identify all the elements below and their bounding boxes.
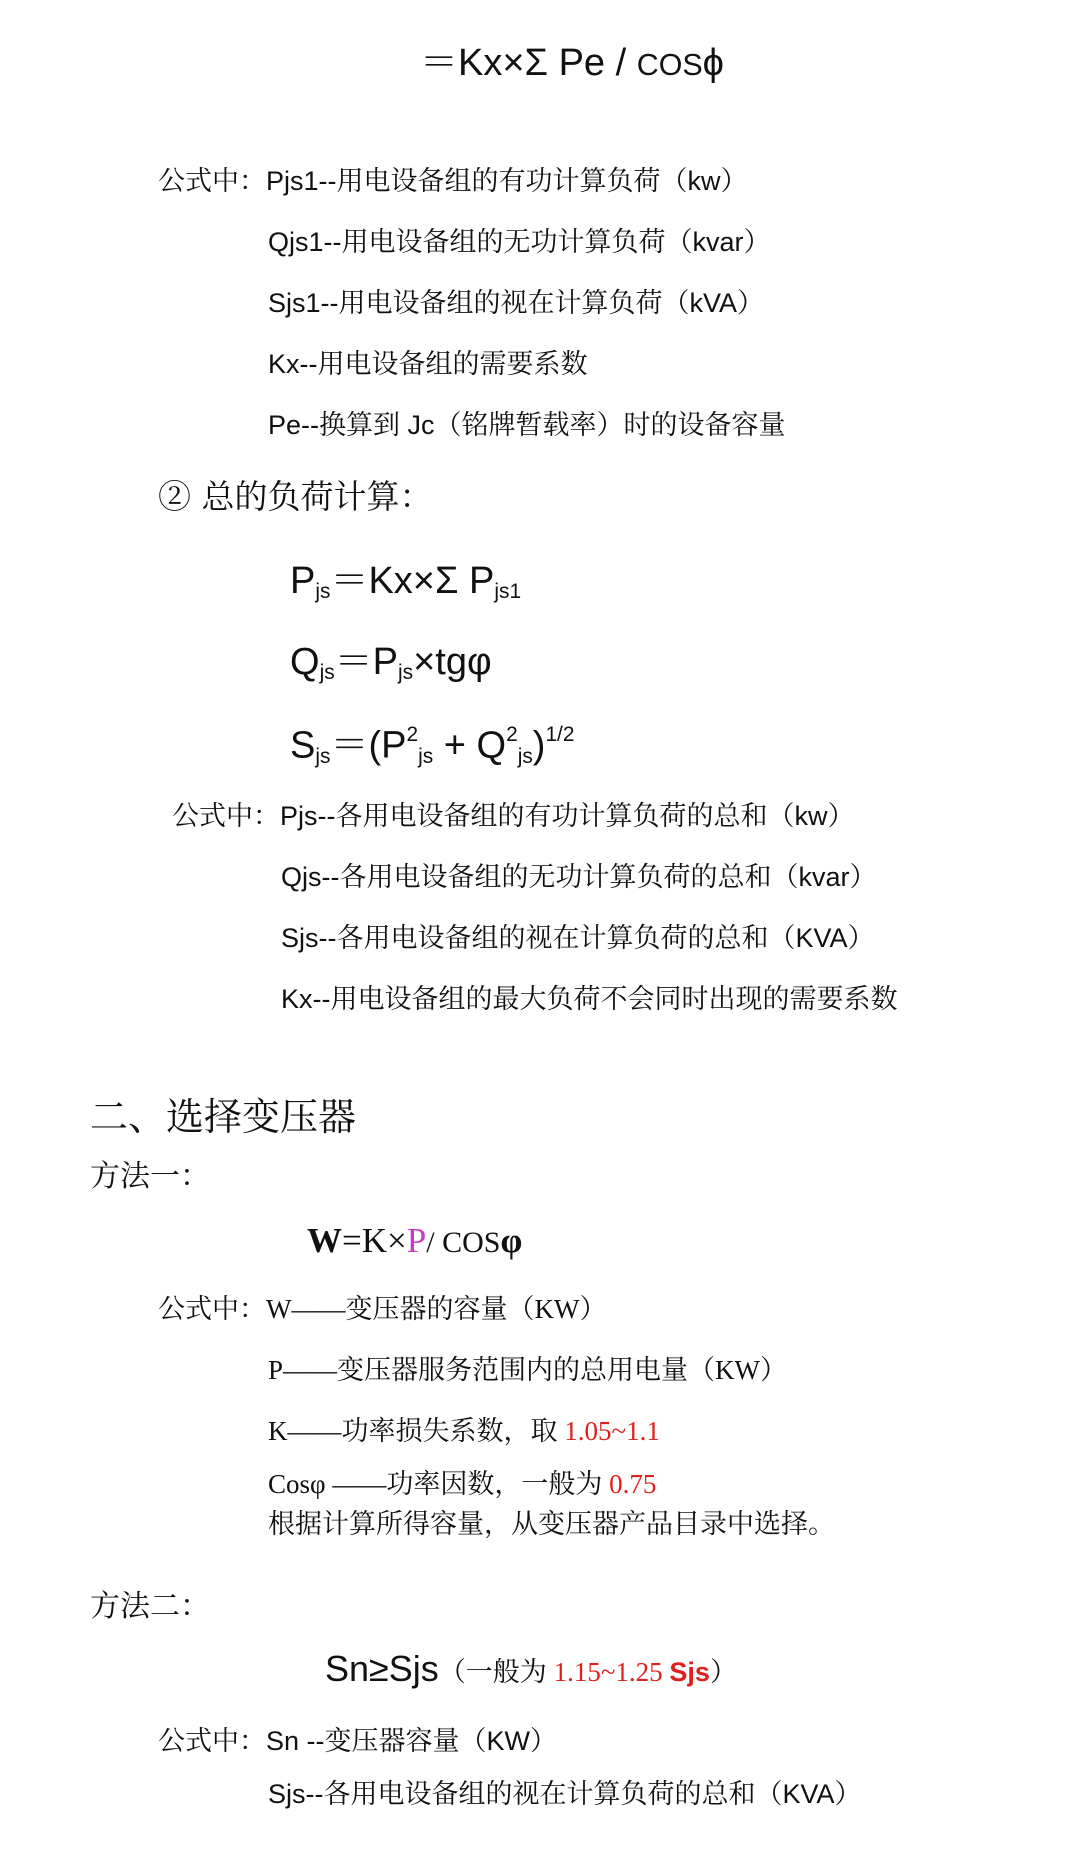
method1-title: 方法一： [90,1159,210,1194]
formula-pjs-mid: ＝Kx×Σ P [330,560,495,602]
legend2-item-pjs: Pjs--各用电设备组的有功计算负荷的总和（kw） [280,801,855,831]
formula-sjs-sub1: js [418,744,434,768]
method1-k-value: 1.05~1.1 [564,1416,660,1446]
formula-sjs-c: ) [532,724,546,767]
legend1-item-kx: Kx--用电设备组的需要系数 [268,349,588,379]
method2-formula-sjs: Sjs [669,1657,710,1687]
legend1-item-qjs1: Qjs1--用电设备组的无功计算负荷（kvar） [268,227,771,257]
top-formula-main: ＝Kx×Σ Pe / [420,42,637,84]
method1-formula-phi: φ [500,1221,523,1260]
formula-pjs-lhs: P [290,560,316,602]
section2-title: ② 总的负荷计算： [158,477,433,516]
method2-row-sn [158,1728,557,1755]
legend1-item-pe: Pe--换算到 Jc（铭牌暂载率）时的设备容量 [268,410,786,440]
method1-k-desc: K——功率损失系数，取 [268,1416,565,1446]
method1-w-desc: W——变压器的容量（KW） [266,1294,607,1324]
legend2-row-0 [172,803,855,830]
method1-cos-desc: Cosφ ——功率因数，一般为 [268,1469,610,1499]
formula-sjs-lhs: S [290,724,316,767]
formula-sjs [290,725,574,768]
method1-cos-value: 0.75 [609,1469,657,1499]
formula-qjs-mid-sub: js [398,661,414,685]
method2-formula-main: Sn≥Sjs [325,1648,439,1689]
formula-sjs-b: + Q [433,724,507,767]
method2-formula-paren-open: （一般为 [438,1657,554,1687]
method2-item-sjs: Sjs--各用电设备组的视在计算负荷的总和（KVA） [268,1779,862,1809]
method2-item-sn: Sn --变压器容量（KW） [266,1726,558,1756]
formula-pjs-rhs-sub: js1 [494,580,522,604]
heading-transformer: 二、选择变压器 [90,1095,357,1139]
top-formula-phi: ϕ [702,42,724,84]
legend2-item-qjs: Qjs--各用电设备组的无功计算负荷的总和（kvar） [281,862,877,892]
legend2-item-kx: Kx--用电设备组的最大负荷不会同时出现的需要系数 [281,984,898,1014]
formula-qjs [290,643,492,684]
method1-formula-rest: / COS [426,1226,501,1259]
method1-row-cos [268,1471,656,1498]
method1-formula [307,1223,522,1259]
method1-p-desc: P——变压器服务范围内的总用电量（KW） [268,1355,787,1385]
method1-formula-eq: =K× [342,1221,407,1260]
method1-row-k [268,1418,660,1445]
top-formula [420,44,724,82]
formula-sjs-sup1: 2 [406,723,419,746]
legend2-label: 公式中： [172,801,280,832]
method1-label: 公式中： [158,1294,266,1325]
formula-qjs-mid: ＝P [334,641,399,683]
formula-qjs-lhs-sub: js [319,661,335,685]
method2-label: 公式中： [158,1726,266,1757]
formula-qjs-lhs: Q [290,641,320,683]
method2-formula-range: 1.15~1.25 [553,1657,670,1687]
formula-sjs-sup2: 2 [506,723,518,746]
method2-formula-paren-close: ） [709,1657,737,1687]
formula-pjs [290,562,521,603]
method1-note: 根据计算所得容量，从变压器产品目录中选择。 [268,1509,835,1539]
method2-formula [325,1648,737,1689]
formula-sjs-lhs-sub: js [315,744,331,768]
formula-sjs-exp: 1/2 [545,723,575,746]
legend1-item-pjs1: Pjs1--用电设备组的有功计算负荷（kw） [266,166,748,196]
legend1-label: 公式中： [158,166,266,197]
formula-sjs-sub2: js [517,744,533,768]
formula-qjs-rhs: ×tgφ [413,641,492,683]
legend1-row-0 [158,168,748,195]
top-formula-cos: COS [636,48,703,82]
formula-pjs-lhs-sub: js [315,580,331,604]
method2-title: 方法二： [90,1589,210,1624]
method1-formula-w: W [307,1221,342,1260]
formula-sjs-a: ＝(P [330,724,407,767]
method1-formula-p: P [406,1221,427,1260]
legend2-item-sjs: Sjs--各用电设备组的视在计算负荷的总和（KVA） [281,923,875,953]
legend1-item-sjs1: Sjs1--用电设备组的视在计算负荷（kVA） [268,288,765,318]
method1-row-w [158,1296,606,1323]
